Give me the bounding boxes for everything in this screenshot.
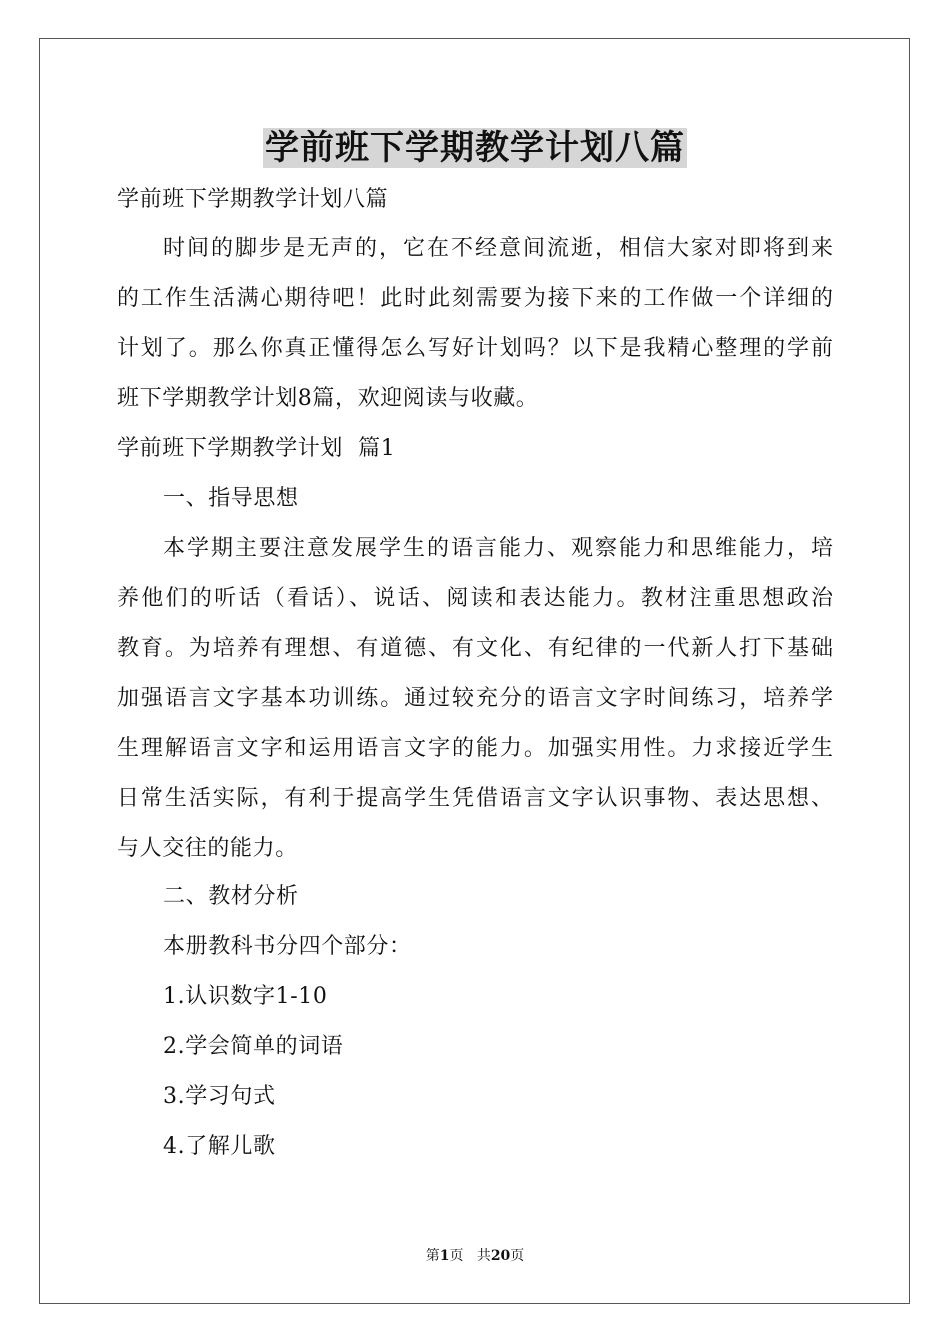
list-item: 4.了解儿歌 [163,1134,276,1159]
footer-prefix: 第 [425,1248,440,1264]
paragraph-1-line-2: 养他们的听话（看话）、说话、阅读和表达能力。教材注重思想政治 [117,586,833,611]
title-text: 学前班下学期教学计划八篇 [265,128,685,168]
list-item: 2.学会简单的词语 [163,1034,344,1059]
page-border [39,38,910,1304]
footer-total-prefix: 共 [476,1248,491,1264]
section-heading: 学前班下学期教学计划 篇1 [117,436,396,461]
paragraph-1-line-6: 日常生活实际，有利于提高学生凭借语言文字认识事物、表达思想、 [117,786,833,811]
page-footer [0,1246,950,1266]
document-title [0,122,950,174]
footer-page-number: 1 [439,1248,450,1264]
intro-line-1: 时间的脚步是无声的，它在不经意间流逝，相信大家对即将到来 [163,236,833,261]
paragraph-1-line-5: 生理解语言文字和运用语言文字的能力。加强实用性。力求接近学生 [117,736,833,761]
heading-textbook-analysis: 二、教材分析 [163,884,299,909]
intro-line-3: 计划了。那么你真正懂得怎么写好计划吗？以下是我精心整理的学前 [117,336,833,361]
heading-guiding-thought: 一、指导思想 [163,486,299,511]
list-item: 1.认识数字1-10 [163,984,328,1009]
paragraph-1-line-3: 教育。为培养有理想、有道德、有文化、有纪律的一代新人打下基础 [117,636,833,661]
textbook-intro: 本册教科书分四个部分： [163,934,412,959]
paragraph-1-line-7: 与人交往的能力。 [117,836,298,861]
intro-line-4: 班下学期教学计划8篇，欢迎阅读与收藏。 [117,386,539,411]
paragraph-1-line-1: 本学期主要注意发展学生的语言能力、观察能力和思维能力，培 [163,536,833,561]
subtitle: 学前班下学期教学计划八篇 [117,187,389,212]
footer-page-unit: 页 [449,1248,464,1264]
footer-total-unit: 页 [510,1248,525,1264]
intro-line-2: 的工作生活满心期待吧！此时此刻需要为接下来的工作做一个详细的 [117,286,833,311]
list-item: 3.学习句式 [163,1084,276,1109]
footer-total-pages: 20 [490,1248,511,1264]
paragraph-1-line-4: 加强语言文字基本功训练。通过较充分的语言文字时间练习，培养学 [117,686,833,711]
